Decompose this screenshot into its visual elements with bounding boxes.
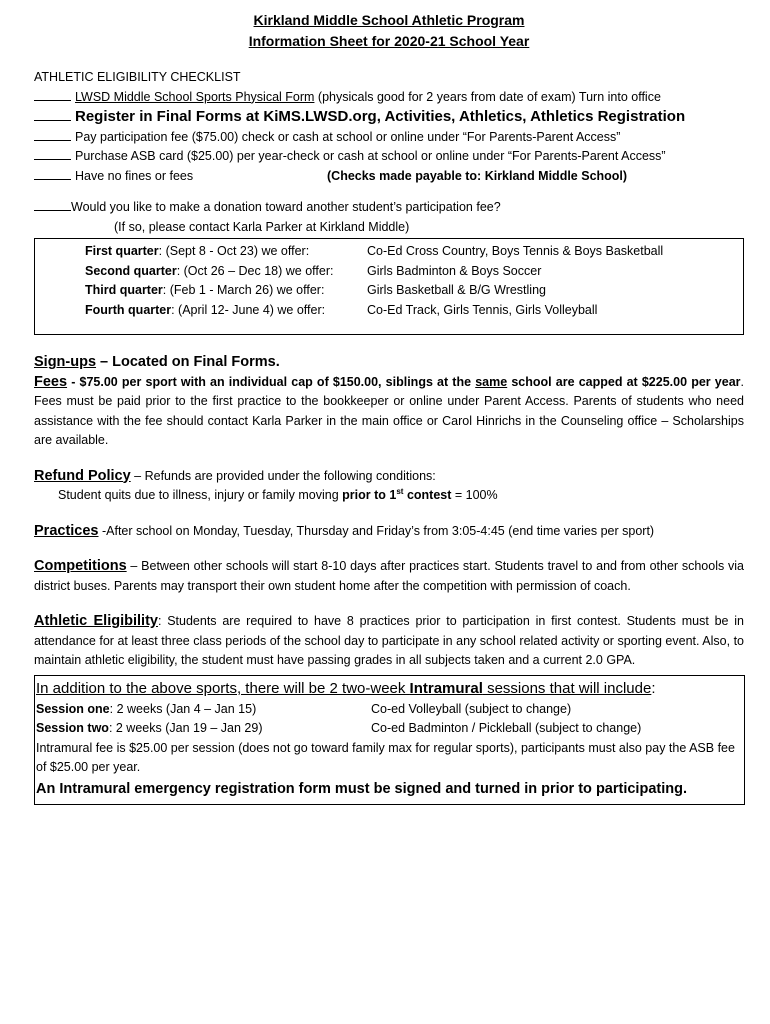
quarter-dates: : (Sept 8 - Oct 23) we offer: <box>158 244 310 258</box>
checklist-item-fines <box>34 167 744 187</box>
checklist-item-fee <box>34 128 744 148</box>
competitions-section <box>34 557 744 596</box>
refund-heading: Refund Policy <box>34 467 131 484</box>
fees-text: . Fees must be paid prior to the first practice to the bookkeeper or online under Parent Access. Parents of students who need assistance with the fee should contact Karla Parker in the main office or Carol Hinrichs in the Counseling office – Scholarships are available. <box>34 374 744 447</box>
signups-text: – Located on Final Forms. <box>96 354 280 370</box>
document-title: Kirkland Middle School Athletic Program <box>253 12 525 28</box>
session-row <box>36 719 744 739</box>
document-subtitle: Information Sheet for 2020-21 School Year <box>248 33 530 49</box>
session-label: Session one <box>36 701 110 716</box>
quarter-dates: : (April 12- June 4) we offer: <box>171 302 326 317</box>
session-row <box>36 700 744 720</box>
refund-condition-bold: prior to 1 <box>342 488 397 502</box>
refund-text: – Refunds are provided under the following conditions: <box>130 468 436 483</box>
donation-question <box>34 198 744 218</box>
eligibility-section <box>34 612 744 671</box>
session-sport: Co-ed Volleyball (subject to change) <box>371 701 572 716</box>
intramural-heading <box>36 678 744 700</box>
quarter-sports: Co-Ed Track, Girls Tennis, Girls Volleyball <box>367 302 598 317</box>
quarter-label: Second quarter <box>85 263 177 278</box>
physical-form-link[interactable]: LWSD Middle School Sports Physical Form <box>75 89 315 104</box>
intramural-head-pre: In addition to the above sports, there will be 2 two-week <box>36 679 410 697</box>
quarter-label: First quarter <box>85 244 159 258</box>
practices-text: -After school on Monday, Tuesday, Thursday and Friday’s from 3:05-4:45 (end time varies per sport) <box>98 523 655 538</box>
checklist-blank[interactable] <box>34 88 71 101</box>
competitions-text: – Between other schools will start 8-10 days after practices start. Students travel to and from other schools via district buses. Parents may transport their own student home after the competition with permission of coach. <box>34 559 744 593</box>
quarter-sports: Girls Basketball & B/G Wrestling <box>367 283 546 297</box>
session-dates: : 2 weeks (Jan 4 – Jan 15) <box>109 701 257 716</box>
document-page <box>34 10 744 805</box>
intramural-form-notice: An Intramural emergency registration form must be signed and turned in prior to participating. <box>36 780 687 797</box>
fees-bold-1: - $75.00 per sport with an individual cap of $150.00, siblings at the <box>67 374 476 389</box>
register-final-forms: Register in Final Forms at KiMS.LWSD.org, Activities, Athletics, Athletics Registration <box>75 108 686 125</box>
quarter-row <box>85 242 743 262</box>
checklist-blank[interactable] <box>34 147 71 160</box>
signups-section <box>34 353 744 373</box>
intramural-head-colon: : <box>651 679 656 697</box>
checklist-blank[interactable] <box>34 128 71 141</box>
no-fines-text: Have no fines or fees <box>75 168 194 183</box>
asb-card-text: Purchase ASB card ($25.00) per year-check or cash at school or online under “For Parents-Parent Access” <box>75 149 666 163</box>
quarter-dates: : (Oct 26 – Dec 18) we offer: <box>176 263 334 278</box>
refund-condition-post: = 100% <box>451 488 498 502</box>
checklist-item-asb <box>34 147 744 167</box>
quarter-label: Third quarter <box>85 283 163 297</box>
intramural-box <box>34 675 745 805</box>
practices-heading: Practices <box>34 522 99 539</box>
session-dates: : 2 weeks (Jan 19 – Jan 29) <box>108 721 263 735</box>
session-label: Session two <box>36 721 109 735</box>
quarter-row <box>85 281 743 301</box>
quarter-dates: : (Feb 1 - March 26) we offer: <box>162 283 325 297</box>
donation-blank[interactable] <box>34 198 71 211</box>
donation-text: Would you like to make a donation toward another student’s participation fee? <box>71 200 501 214</box>
participation-fee-text: Pay participation fee ($75.00) check or cash at school or online under “For Parents-Parent Access” <box>75 129 621 144</box>
quarter-sports: Co-Ed Cross Country, Boys Tennis & Boys Basketball <box>367 244 664 258</box>
checklist-heading: ATHLETIC ELIGIBILITY CHECKLIST <box>34 70 241 84</box>
session-sport: Co-ed Badminton / Pickleball (subject to change) <box>371 721 642 735</box>
fees-same: same <box>475 374 508 389</box>
fees-bold-2: school are capped at $225.00 per year <box>507 374 741 389</box>
competitions-heading: Competitions <box>34 558 127 574</box>
refund-section <box>34 467 744 487</box>
intramural-fee-text: Intramural fee is $25.00 per session (does not go toward family max for regular sports), participants must also pay the ASB fee of $25.00 per year. <box>36 740 735 774</box>
refund-condition-pre: Student quits due to illness, injury or family moving <box>58 488 343 502</box>
checklist-blank[interactable] <box>34 108 71 121</box>
practices-section <box>34 522 744 542</box>
quarter-label: Fourth quarter <box>85 302 172 317</box>
signups-heading: Sign-ups <box>34 354 97 370</box>
eligibility-text: : Students are required to have 8 practices prior to participation in first contest. Students must be in attendance for at least three class periods of the school day to participate in any school related activity or sporting event. Also, to maintain athletic eligibility, the student must have passing grades in all subjects taken and a current 2.0 GPA. <box>34 614 744 667</box>
physical-form-note: (physicals good for 2 years from date of exam) Turn into office <box>314 89 661 104</box>
refund-condition-bold-2: contest <box>403 488 452 502</box>
checklist-blank[interactable] <box>34 167 71 180</box>
intramural-head-post: sessions that will include <box>482 679 652 697</box>
checklist-item-register <box>34 107 744 128</box>
quarter-row <box>85 301 743 321</box>
intramural-head-bold: Intramural <box>409 679 483 697</box>
refund-condition <box>34 486 744 506</box>
quarters-box <box>34 238 744 335</box>
donation-contact: (If so, please contact Karla Parker at Kirkland Middle) <box>114 219 410 234</box>
eligibility-heading: Athletic Eligibility <box>34 613 158 629</box>
checklist-item-physical <box>34 88 744 108</box>
quarter-row <box>85 262 743 282</box>
refund-condition-sup: st <box>396 486 404 496</box>
fees-section <box>34 373 744 451</box>
quarter-sports: Girls Badminton & Boys Soccer <box>367 263 542 278</box>
checks-payable-note: (Checks made payable to: Kirkland Middle School) <box>327 168 628 183</box>
fees-heading: Fees <box>34 373 68 390</box>
